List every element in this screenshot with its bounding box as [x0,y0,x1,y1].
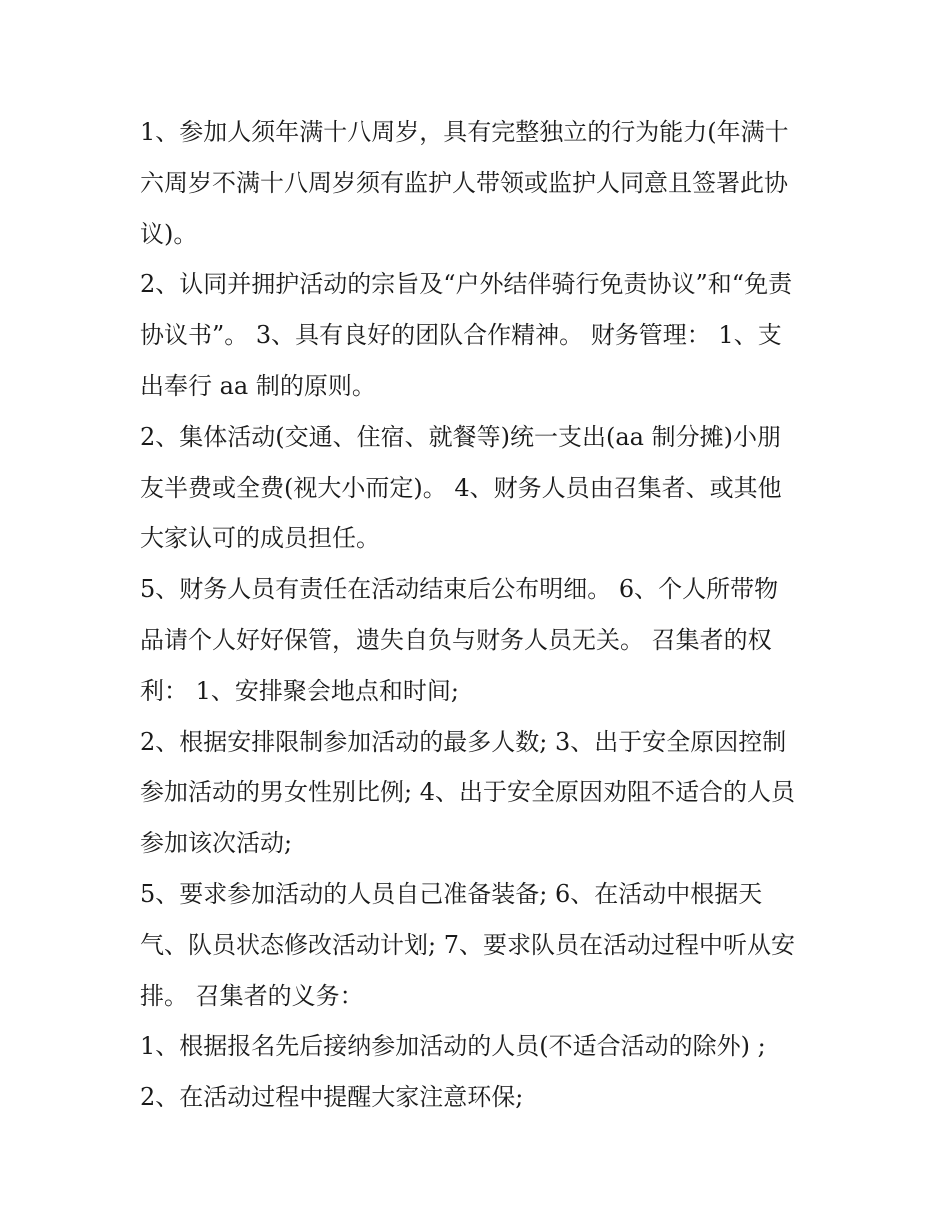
text-line: 参加活动的男女性别比例; 4、出于安全原因劝阻不适合的人员 [140,778,795,807]
text-line: 2、集体活动(交通、住宿、就餐等)统一支出(aa 制分摊)小朋 [140,422,781,451]
text-line: 5、财务人员有责任在活动结束后公布明细。 6、个人所带物 [140,575,779,604]
text-line: 5、要求参加活动的人员自己准备装备; 6、在活动中根据天 [140,879,763,908]
text-line: 1、参加人须年满十八周岁，具有完整独立的行为能力(年满十 [140,118,789,146]
text-line: 大家认可的成员担任。 [140,524,380,553]
text-line: 议)。 [140,219,198,248]
text-line: 利： 1、安排聚会地点和时间; [140,676,459,705]
text-line: 友半费或全费(视大小而定)。 4、财务人员由召集者、或其他 [140,473,782,502]
text-line: 六周岁不满十八周岁须有监护人带领或监护人同意且签署此协 [140,168,788,197]
text-line: 2、根据安排限制参加活动的最多人数; 3、出于安全原因控制 [140,727,787,756]
text-line: 气、队员状态修改活动计划; 7、要求队员在活动过程中听从安 [140,930,795,959]
text-line: 参加该次活动; [140,829,293,858]
document-body [140,107,820,1123]
text-line: 排。 召集者的义务： [140,981,364,1010]
text-line: 2、在活动过程中提醒大家注意环保; [140,1083,524,1112]
text-line: 品请个人好好保管，遗失自负与财务人员无关。 召集者的权 [140,625,772,654]
text-line: 1、根据报名先后接纳参加活动的人员(不适合活动的除外) ; [140,1032,766,1061]
text-line: 出奉行 aa 制的原则。 [140,371,376,400]
text-line: 协议书”。 3、具有良好的团队合作精神。 财务管理： 1、支 [140,321,782,350]
text-line: 2、认同并拥护活动的宗旨及“户外结伴骑行免责协议”和“免责 [140,270,793,299]
